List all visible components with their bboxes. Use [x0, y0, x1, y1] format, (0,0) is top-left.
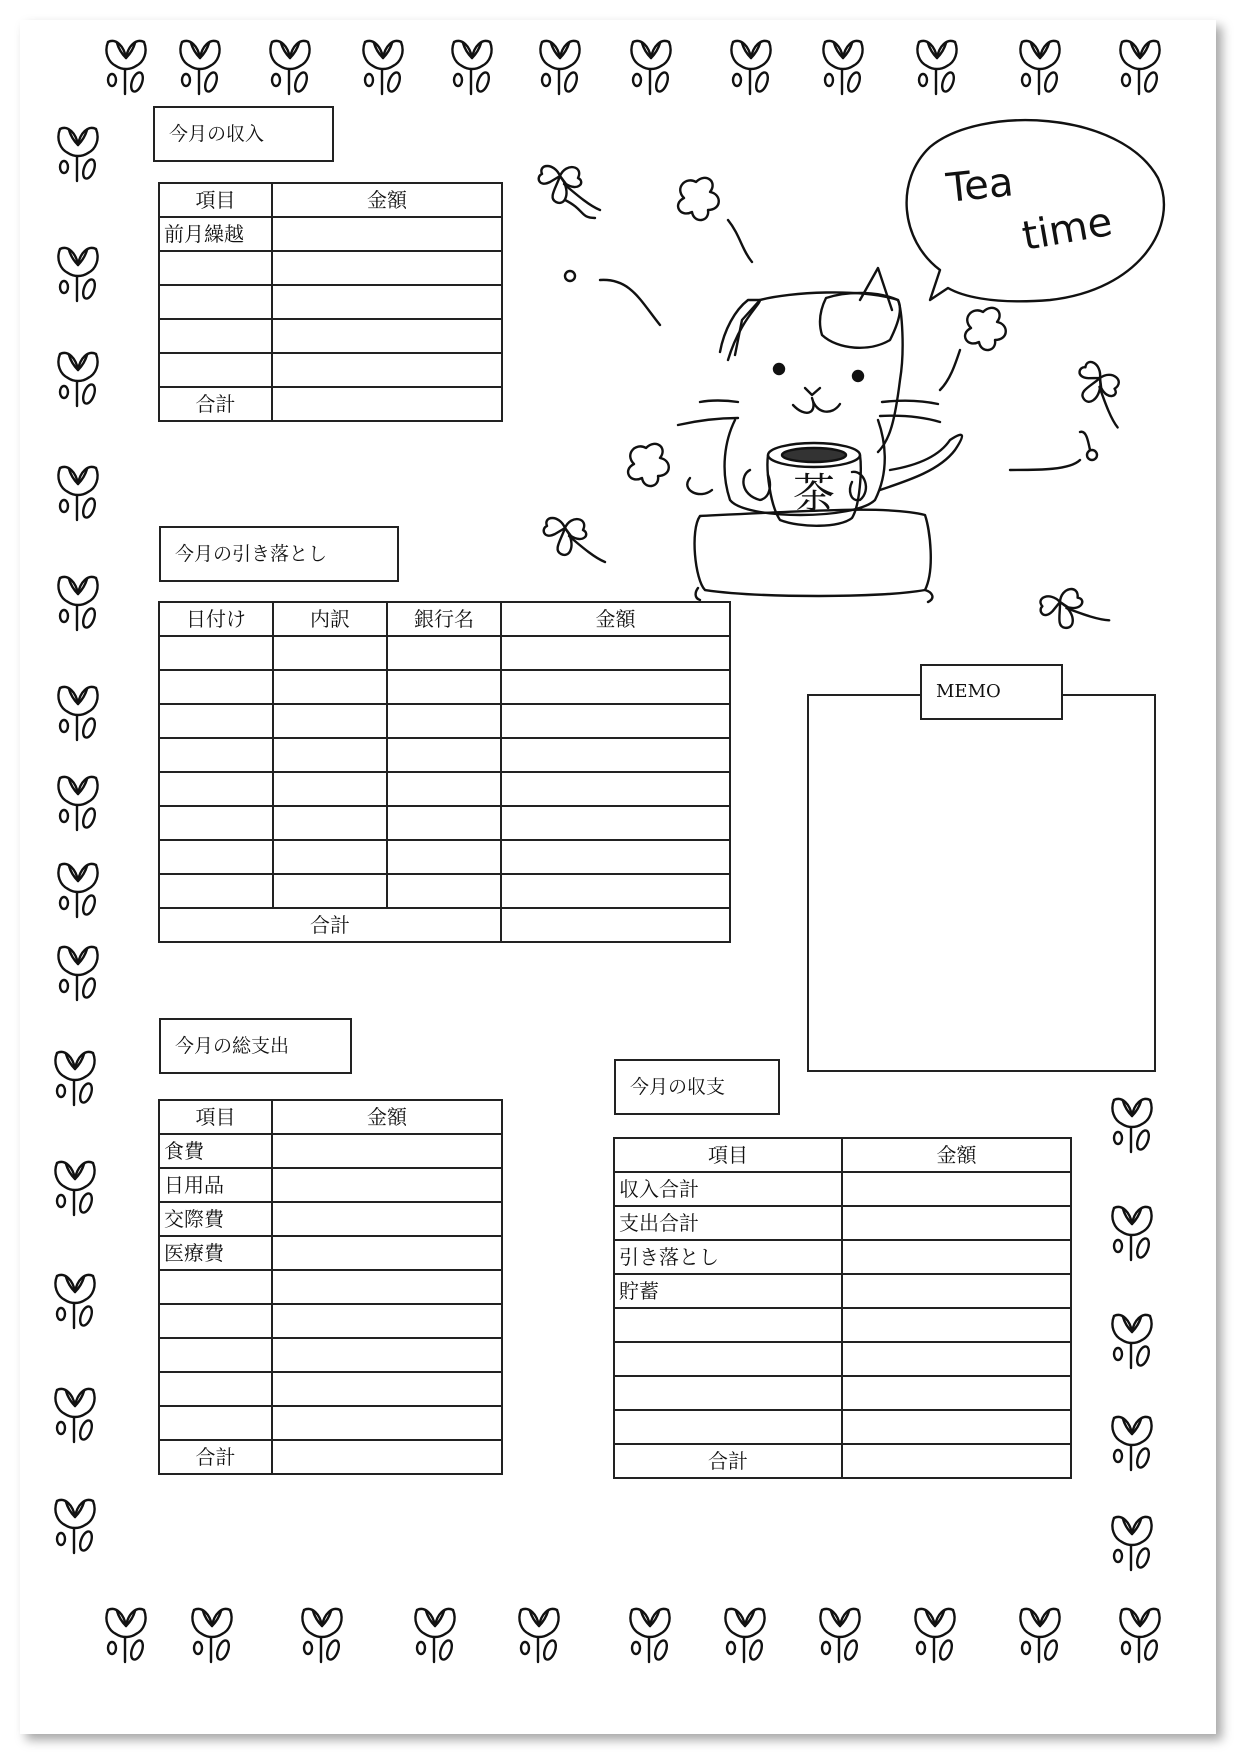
amount-cell[interactable] — [842, 1172, 1071, 1206]
amount-cell[interactable] — [272, 1236, 502, 1270]
table-header-row — [614, 1138, 1071, 1172]
income-title: 今月の収入 — [153, 106, 334, 162]
date-cell[interactable] — [159, 772, 273, 806]
column-header: 項目 — [159, 183, 272, 217]
total-row — [159, 1440, 502, 1474]
tulip-icon — [725, 1609, 764, 1662]
column-header: 日付け — [159, 602, 273, 636]
detail-cell[interactable] — [273, 772, 387, 806]
amount-cell[interactable] — [842, 1410, 1071, 1444]
table-row — [159, 1134, 502, 1168]
table-row — [159, 1304, 502, 1338]
tulip-icon — [1112, 1517, 1151, 1570]
amount-cell[interactable] — [842, 1206, 1071, 1240]
tulip-icon — [363, 41, 402, 94]
tulip-icon — [58, 128, 97, 181]
tulip-icon — [58, 353, 97, 406]
detail-cell[interactable] — [273, 704, 387, 738]
table-row — [159, 1236, 502, 1270]
tulip-icon — [58, 947, 97, 1000]
tulip-icon — [1112, 1315, 1151, 1368]
memo-area[interactable] — [807, 694, 1156, 1072]
row-label: 医療費 — [159, 1236, 272, 1270]
table-row — [159, 319, 502, 353]
table-row — [614, 1172, 1071, 1206]
row-label[interactable] — [159, 1406, 272, 1440]
row-label[interactable] — [614, 1410, 842, 1444]
amount-cell[interactable] — [272, 251, 502, 285]
tulip-icon — [270, 41, 309, 94]
total-label: 合計 — [159, 1440, 272, 1474]
amount-cell[interactable] — [272, 217, 502, 251]
speech-text-time: time — [1018, 198, 1116, 260]
tulip-icon — [823, 41, 862, 94]
amount-cell[interactable] — [272, 1134, 502, 1168]
amount-cell[interactable] — [501, 874, 730, 908]
table-row — [614, 1274, 1071, 1308]
amount-cell[interactable] — [501, 636, 730, 670]
total-label: 合計 — [159, 908, 501, 942]
clover-icon — [544, 518, 605, 562]
date-cell[interactable] — [159, 738, 273, 772]
tulip-icon — [106, 41, 145, 94]
row-label[interactable] — [159, 1304, 272, 1338]
column-header: 金額 — [272, 183, 502, 217]
tulip-icon — [55, 1275, 94, 1328]
total-amount-cell[interactable] — [501, 908, 730, 942]
amount-cell[interactable] — [272, 319, 502, 353]
total-row — [159, 908, 730, 942]
tulip-icon — [1020, 1609, 1059, 1662]
date-cell[interactable] — [159, 840, 273, 874]
tulip-icon — [58, 467, 97, 520]
total-amount-cell[interactable] — [272, 1440, 502, 1474]
row-label: 引き落とし — [614, 1240, 842, 1274]
amount-cell[interactable] — [272, 1168, 502, 1202]
amount-cell[interactable] — [842, 1274, 1071, 1308]
table-row — [159, 1168, 502, 1202]
amount-cell[interactable] — [272, 1202, 502, 1236]
tulip-icon — [519, 1609, 558, 1662]
table-row — [159, 1372, 502, 1406]
table-row — [159, 840, 730, 874]
clover-icon — [1065, 359, 1140, 428]
flower-icon — [678, 178, 719, 220]
tulip-icon — [180, 41, 219, 94]
total-row — [159, 387, 502, 421]
tulip-icon — [917, 41, 956, 94]
tulip-icon — [58, 248, 97, 301]
table-header-row — [159, 183, 502, 217]
tulip-icon — [452, 41, 491, 94]
table-row — [159, 874, 730, 908]
flower-icon — [965, 308, 1006, 350]
tulip-icon — [1112, 1099, 1151, 1152]
amount-cell[interactable] — [501, 670, 730, 704]
tulip-icon — [1112, 1207, 1151, 1260]
table-row — [614, 1342, 1071, 1376]
amount-cell[interactable] — [272, 285, 502, 319]
column-header: 項目 — [614, 1138, 842, 1172]
amount-cell[interactable] — [272, 1338, 502, 1372]
amount-cell[interactable] — [272, 1270, 502, 1304]
amount-cell[interactable] — [501, 738, 730, 772]
tulip-icon — [1120, 1609, 1159, 1662]
detail-cell[interactable] — [273, 840, 387, 874]
tulip-icon — [302, 1609, 341, 1662]
table-row — [614, 1240, 1071, 1274]
bank-cell[interactable] — [387, 670, 501, 704]
column-header: 項目 — [159, 1100, 272, 1134]
table-row — [614, 1376, 1071, 1410]
amount-cell[interactable] — [501, 806, 730, 840]
row-label: 食費 — [159, 1134, 272, 1168]
table-row — [159, 636, 730, 670]
amount-cell[interactable] — [272, 353, 502, 387]
column-header: 金額 — [842, 1138, 1071, 1172]
table-header-row — [159, 602, 730, 636]
table-header-row — [159, 1100, 502, 1134]
total-amount-cell[interactable] — [272, 387, 502, 421]
date-cell[interactable] — [159, 670, 273, 704]
debits-table — [158, 601, 731, 943]
column-header: 金額 — [501, 602, 730, 636]
date-cell[interactable] — [159, 874, 273, 908]
date-cell[interactable] — [159, 806, 273, 840]
tulip-icon — [58, 777, 97, 830]
table-row — [159, 704, 730, 738]
expenses-title: 今月の総支出 — [159, 1018, 352, 1074]
cup-label: 茶 — [792, 469, 836, 518]
tulip-icon — [1120, 41, 1159, 94]
column-header: 金額 — [272, 1100, 502, 1134]
table-row — [159, 1202, 502, 1236]
tulip-icon — [540, 41, 579, 94]
tulip-icon — [55, 1052, 94, 1105]
row-label[interactable] — [159, 1338, 272, 1372]
table-row — [159, 1338, 502, 1372]
table-row — [159, 1406, 502, 1440]
amount-cell[interactable] — [501, 840, 730, 874]
column-header: 内訳 — [273, 602, 387, 636]
tulip-icon — [55, 1389, 94, 1442]
table-row — [159, 772, 730, 806]
table-row — [614, 1206, 1071, 1240]
row-label[interactable] — [159, 1270, 272, 1304]
date-cell[interactable] — [159, 636, 273, 670]
date-cell[interactable] — [159, 704, 273, 738]
total-label: 合計 — [614, 1444, 842, 1478]
amount-cell[interactable] — [842, 1240, 1071, 1274]
row-label[interactable] — [159, 1372, 272, 1406]
income-table — [158, 182, 503, 422]
table-row — [159, 251, 502, 285]
detail-cell[interactable] — [273, 636, 387, 670]
row-label: 日用品 — [159, 1168, 272, 1202]
tulip-icon — [731, 41, 770, 94]
row-label[interactable] — [159, 319, 272, 353]
tulip-icon — [58, 864, 97, 917]
tulip-icon — [820, 1609, 859, 1662]
row-label: 貯蓄 — [614, 1274, 842, 1308]
amount-cell[interactable] — [501, 772, 730, 806]
total-row — [614, 1444, 1071, 1478]
bank-cell[interactable] — [387, 636, 501, 670]
flower-icon — [628, 444, 669, 486]
tulip-icon — [58, 687, 97, 740]
table-row — [159, 217, 502, 251]
debits-title: 今月の引き落とし — [159, 526, 399, 582]
row-label: 前月繰越 — [159, 217, 272, 251]
clover-icon — [1037, 579, 1110, 641]
bank-cell[interactable] — [387, 738, 501, 772]
column-header: 銀行名 — [387, 602, 501, 636]
table-row — [159, 1270, 502, 1304]
table-row — [159, 806, 730, 840]
tulip-icon — [192, 1609, 231, 1662]
bank-cell[interactable] — [387, 840, 501, 874]
balance-title: 今月の収支 — [614, 1059, 780, 1115]
table-row — [159, 670, 730, 704]
tulip-icon — [915, 1609, 954, 1662]
detail-cell[interactable] — [273, 874, 387, 908]
tulip-icon — [1020, 41, 1059, 94]
speech-text-tea: Tea — [944, 159, 1016, 212]
total-amount-cell[interactable] — [842, 1444, 1071, 1478]
row-label[interactable] — [614, 1342, 842, 1376]
tulip-icon — [630, 1609, 669, 1662]
tulip-icon — [415, 1609, 454, 1662]
detail-cell[interactable] — [273, 738, 387, 772]
detail-cell[interactable] — [273, 806, 387, 840]
bank-cell[interactable] — [387, 874, 501, 908]
table-row — [159, 285, 502, 319]
tulip-icon — [106, 1609, 145, 1662]
row-label: 収入合計 — [614, 1172, 842, 1206]
row-label[interactable] — [614, 1376, 842, 1410]
amount-cell[interactable] — [501, 704, 730, 738]
amount-cell[interactable] — [842, 1342, 1071, 1376]
amount-cell[interactable] — [272, 1304, 502, 1338]
expenses-table — [158, 1099, 503, 1475]
detail-cell[interactable] — [273, 670, 387, 704]
row-label: 交際費 — [159, 1202, 272, 1236]
amount-cell[interactable] — [272, 1406, 502, 1440]
table-row — [159, 353, 502, 387]
balance-table — [613, 1137, 1072, 1479]
row-label[interactable] — [159, 353, 272, 387]
table-row — [614, 1308, 1071, 1342]
tulip-icon — [55, 1500, 94, 1553]
tulip-icon — [631, 41, 670, 94]
table-row — [159, 738, 730, 772]
row-label: 支出合計 — [614, 1206, 842, 1240]
row-label[interactable] — [159, 251, 272, 285]
tulip-icon — [58, 577, 97, 630]
amount-cell[interactable] — [842, 1376, 1071, 1410]
total-label: 合計 — [159, 387, 272, 421]
tulip-icon — [55, 1162, 94, 1215]
row-label[interactable] — [614, 1308, 842, 1342]
tulip-icon — [1112, 1417, 1151, 1470]
amount-cell[interactable] — [842, 1308, 1071, 1342]
table-row — [614, 1410, 1071, 1444]
amount-cell[interactable] — [272, 1372, 502, 1406]
bank-cell[interactable] — [387, 772, 501, 806]
bank-cell[interactable] — [387, 704, 501, 738]
row-label[interactable] — [159, 285, 272, 319]
memo-title: MEMO — [920, 664, 1063, 720]
bank-cell[interactable] — [387, 806, 501, 840]
